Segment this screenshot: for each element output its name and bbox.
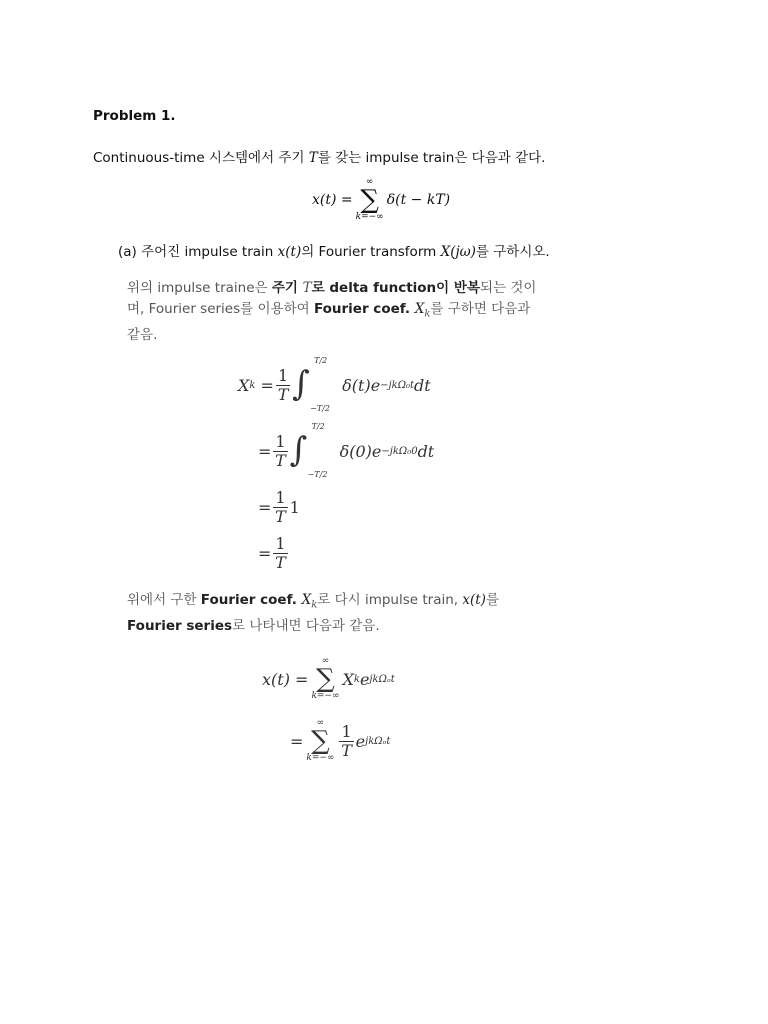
equation-fourier-series: x(t) = ∞ ∑ k=−∞ X k e jkΩₒt = ∞ ∑ k=−∞ $\frac{1}{T}$ e jkΩₒt — [262, 656, 395, 763]
var-T: T — [308, 150, 318, 166]
sum-symbol: ∞ ∑ k=−∞ — [355, 177, 384, 222]
sum-symbol: ∞ ∑ k=−∞ — [306, 718, 335, 763]
equation-fourier-coef: X k = $\frac{1}{T}$ ∫ T/2 −T/2 δ(t)e −jkΩ₀t dt = $\frac{1}{T}$ ∫ T/2 −T/2 δ(0)e −jkΩ₀0 dt = $\frac{1}{T}$ 1 = $\frac{1}{T}$ — [238, 356, 435, 572]
eq1-lhs: x(t) = — [312, 192, 353, 208]
intro-before: Continuous-time 시스템에서 주기 — [93, 150, 309, 166]
eq1-rhs: δ(t − kT) — [386, 192, 451, 208]
part-a-question: (a) 주어진 impulse train x(t)의 Fourier transform X(jω)를 구하시오. — [118, 244, 550, 260]
problem-title: Problem 1. — [93, 108, 176, 124]
integral-symbol: ∫ T/2 −T/2 — [289, 422, 328, 479]
answer-paragraph-2: 위에서 구한 Fourier coef. $X_k$로 다시 impulse train, x(t)를 Fourier series로 나타내면 다음과 같음. — [127, 592, 499, 634]
intro-after: 를 갖는 impulse train은 다음과 같다. — [317, 150, 546, 166]
equation-impulse-train — [312, 178, 450, 222]
intro-text — [93, 146, 545, 166]
answer-paragraph-1: 위의 impulse traine은 주기 T로 delta function이 반복되는 것이 며, Fourier series를 이용하여 Fourier coef. $X_k$를 구하면 다음과 같음. — [127, 280, 537, 343]
integral-symbol: ∫ T/2 −T/2 — [292, 356, 330, 413]
sum-symbol: ∞ ∑ k=−∞ — [311, 656, 340, 701]
